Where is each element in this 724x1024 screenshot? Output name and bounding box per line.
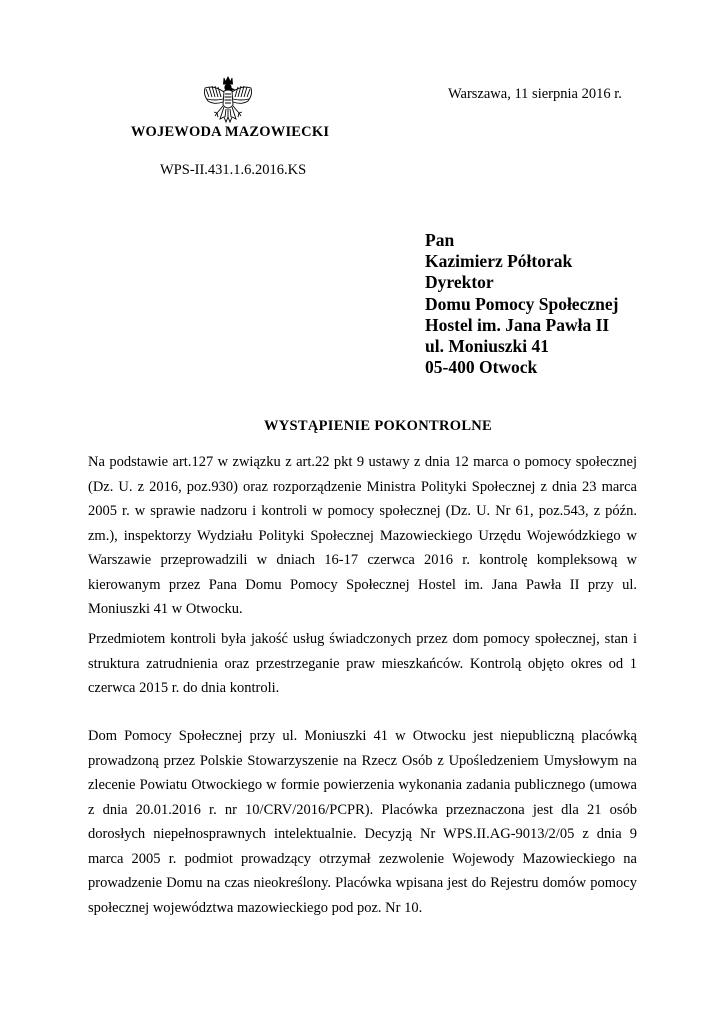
body-paragraph: Przedmiotem kontroli była jakość usług świadczonych przez dom pomocy społecznej, stan i struktura zatrudnienia oraz przestrzeganie praw mieszkańców. Kontrolą objęto okres od 1 czerwca 2015 r. do dnia kontroli. <box>88 631 637 696</box>
document-title: WYSTĄPIENIE POKONTROLNE <box>263 418 493 434</box>
body-paragraph: Dom Pomocy Społecznej przy ul. Moniuszki 41 w Otwocku jest niepubliczną placówką prowadzoną przez Polskie Stowarzyszenie na Rzecz Osób z Upośledzeniem Umysłowym na zlecenie Powiatu Otwockiego w formie powierzenia wykonania zadania publicznego (umowa z dnia 20.01.2016 r. nr 10/CRV/2016/PCPR). Placówka przeznaczona jest dla 21 osób dorosłych niepełnosprawnych intelektualnie. Decyzją Nr WPS.II.AG-9013/2/05 z dnia 9 marca 2005 r. podmiot prowadzący otrzymał zezwolenie Wojewody Mazowieckiego na prowadzenie Domu na czas nieokreślony. Placówka wpisana jest do Rejestru domów pomocy społecznej województwa mazowieckiego pod poz. Nr 10. <box>88 728 637 916</box>
case-reference-number: WPS-II.431.1.6.2016.KS <box>160 162 307 178</box>
addressee-line: Pan <box>425 230 455 250</box>
addressee-line: 05-400 Otwock <box>425 357 538 378</box>
addressee-line: Kazimierz Półtorak <box>425 251 573 272</box>
addressee-line: Dyrektor <box>425 272 494 293</box>
polish-eagle-emblem-icon <box>200 75 256 129</box>
addressee-line: Domu Pomocy Społecznej <box>425 293 619 314</box>
place-and-date: Warszawa, 11 sierpnia 2016 r. <box>448 86 622 102</box>
body-paragraph: Na podstawie art.127 w związku z art.22 pkt 9 ustawy z dnia 12 marca o pomocy społecznej (Dz. U. z 2016, poz.930) oraz rozporządzenie Ministra Polityki Społecznej z dnia 23 marca 2005 r. w sprawie nadzoru i kontroli w pomocy społecznej (Dz. U. Nr 61, poz.543, z późn. zm.), inspektorzy Wydziału Polityki Społecznej Mazowieckiego Urzędu Wojewódzkiego w Warszawie przeprowadzili w dniach 16-17 czerwca 2016 r. kontrolę kompleksową w kierowanym przez Pana Domu Pomocy Społecznej Hostel im. Jana Pawła II przy ul. Moniuszki 41 w Otwocku. <box>88 454 637 617</box>
addressee-line: ul. Moniuszki 41 <box>425 336 549 357</box>
issuing-authority: WOJEWODA MAZOWIECKI <box>130 124 330 140</box>
addressee-block <box>425 230 618 378</box>
addressee-line: Hostel im. Jana Pawła II <box>425 314 610 335</box>
